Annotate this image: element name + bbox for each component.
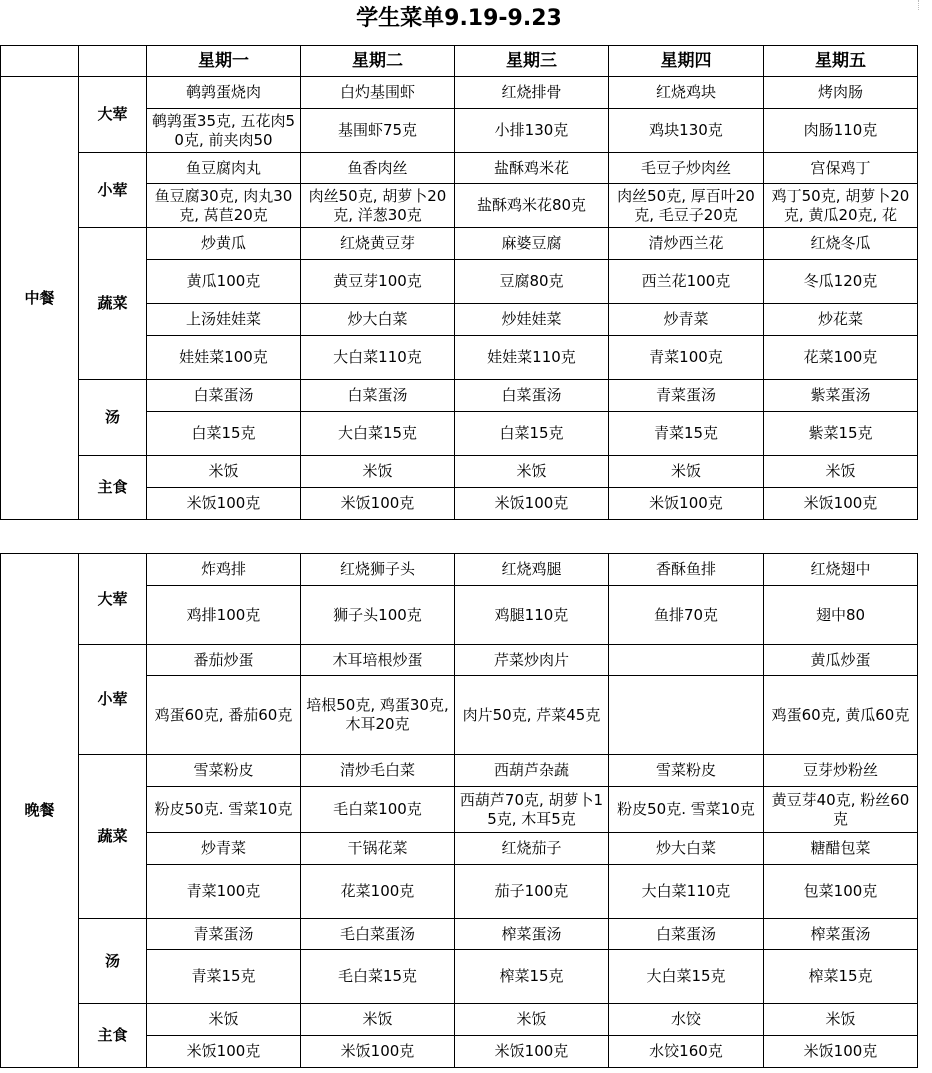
ingredient-cell: 盐酥鸡米花80克	[455, 184, 609, 228]
dish-name-cell: 芹菜炒肉片	[455, 645, 609, 676]
ingredient-cell: 鸡蛋60克, 黄瓜60克	[764, 676, 918, 755]
category-label: 蔬菜	[79, 228, 147, 380]
dish-name-row	[1, 554, 918, 586]
dish-name-cell: 宫保鸡丁	[764, 153, 918, 184]
dish-name-cell: 清炒西兰花	[609, 228, 764, 260]
ingredient-cell: 榨菜15克	[455, 950, 609, 1004]
ingredient-cell: 鸡排100克	[147, 586, 301, 645]
dish-name-cell: 米饭	[609, 456, 764, 488]
ingredient-cell: 翅中80	[764, 586, 918, 645]
ingredient-cell: 鸡丁50克, 胡萝卜20克, 黄瓜20克, 花	[764, 184, 918, 228]
ingredient-cell: 小排130克	[455, 109, 609, 153]
ingredient-cell: 米饭100克	[147, 1036, 301, 1068]
dish-name-row	[1, 645, 918, 676]
dish-name-cell: 红烧狮子头	[301, 554, 455, 586]
dish-name-cell: 水饺	[609, 1004, 764, 1036]
ingredient-cell: 水饺160克	[609, 1036, 764, 1068]
dish-name-cell: 鹌鹑蛋烧肉	[147, 77, 301, 109]
dish-name-row	[1, 919, 918, 950]
dinner-table	[0, 553, 918, 1068]
weekday-header: 星期四	[609, 46, 764, 77]
ingredient-cell: 米饭100克	[609, 488, 764, 520]
ingredient-cell: 粉皮50克. 雪菜10克	[147, 787, 301, 833]
ingredient-cell: 黄瓜100克	[147, 260, 301, 304]
dish-name-cell: 红烧茄子	[455, 833, 609, 865]
lunch-table	[0, 45, 918, 520]
ingredient-cell: 大白菜110克	[301, 336, 455, 380]
category-label: 主食	[79, 1004, 147, 1068]
ingredient-cell: 鱼豆腐30克, 肉丸30克, 莴苣20克	[147, 184, 301, 228]
dish-name-cell: 米饭	[764, 456, 918, 488]
category-label: 蔬菜	[79, 755, 147, 919]
ingredient-cell: 白菜15克	[147, 412, 301, 456]
ingredient-cell: 肉丝50克, 厚百叶20克, 毛豆子20克	[609, 184, 764, 228]
ingredient-cell: 娃娃菜100克	[147, 336, 301, 380]
ingredient-cell: 鸡腿110克	[455, 586, 609, 645]
dish-name-cell: 干锅花菜	[301, 833, 455, 865]
dish-name-cell: 榨菜蛋汤	[455, 919, 609, 950]
ingredient-cell: 包菜100克	[764, 865, 918, 919]
weekday-header: 星期五	[764, 46, 918, 77]
dish-name-cell: 清炒毛白菜	[301, 755, 455, 787]
dish-name-row	[1, 153, 918, 184]
dish-name-row	[1, 77, 918, 109]
category-label: 大荤	[79, 554, 147, 645]
dish-name-cell: 白菜蛋汤	[609, 919, 764, 950]
ingredient-cell: 黄豆芽100克	[301, 260, 455, 304]
header-blank-cell	[1, 46, 79, 77]
dish-name-cell: 青菜蛋汤	[147, 919, 301, 950]
dish-name-cell: 上汤娃娃菜	[147, 304, 301, 336]
dish-name-cell: 紫菜蛋汤	[764, 380, 918, 412]
dish-name-row	[1, 228, 918, 260]
ingredient-cell: 青菜100克	[147, 865, 301, 919]
dish-name-cell: 盐酥鸡米花	[455, 153, 609, 184]
ingredient-cell: 鹌鹑蛋35克, 五花肉50克, 前夹肉50	[147, 109, 301, 153]
dinner-label: 晚餐	[1, 554, 79, 1068]
ingredient-cell: 冬瓜120克	[764, 260, 918, 304]
dish-name-cell: 白菜蛋汤	[147, 380, 301, 412]
dish-name-cell: 麻婆豆腐	[455, 228, 609, 260]
weekday-header: 星期二	[301, 46, 455, 77]
ingredient-cell: 大白菜15克	[301, 412, 455, 456]
ingredient-cell: 毛白菜15克	[301, 950, 455, 1004]
dish-name-cell: 红烧排骨	[455, 77, 609, 109]
dish-name-cell: 白菜蛋汤	[301, 380, 455, 412]
dish-name-row	[1, 456, 918, 488]
lunch-label: 中餐	[1, 77, 79, 520]
weekday-header-row	[1, 46, 918, 77]
ingredient-cell: 榨菜15克	[764, 950, 918, 1004]
ingredient-cell: 花菜100克	[764, 336, 918, 380]
ingredient-cell: 西兰花100克	[609, 260, 764, 304]
dish-name-cell: 炒大白菜	[609, 833, 764, 865]
dish-name-cell: 米饭	[301, 456, 455, 488]
category-label: 汤	[79, 380, 147, 456]
weekday-header: 星期一	[147, 46, 301, 77]
ingredient-cell: 肉肠110克	[764, 109, 918, 153]
ingredient-cell: 西葫芦70克, 胡萝卜15克, 木耳5克	[455, 787, 609, 833]
dish-name-cell: 鱼香肉丝	[301, 153, 455, 184]
ingredient-cell: 米饭100克	[764, 488, 918, 520]
ingredient-cell: 肉片50克, 芹菜45克	[455, 676, 609, 755]
ingredient-cell: 青菜15克	[609, 412, 764, 456]
dish-name-cell: 炒黄瓜	[147, 228, 301, 260]
ingredient-cell: 鸡蛋60克, 番茄60克	[147, 676, 301, 755]
ingredient-cell: 米饭100克	[301, 488, 455, 520]
dish-name-cell: 木耳培根炒蛋	[301, 645, 455, 676]
dish-name-cell: 榨菜蛋汤	[764, 919, 918, 950]
dish-name-cell: 米饭	[147, 1004, 301, 1036]
dish-name-cell: 红烧鸡腿	[455, 554, 609, 586]
dish-name-cell: 米饭	[301, 1004, 455, 1036]
ingredient-cell: 米饭100克	[301, 1036, 455, 1068]
sheet-corner-divider	[918, 0, 931, 10]
dish-name-cell: 糖醋包菜	[764, 833, 918, 865]
dish-name-cell: 米饭	[147, 456, 301, 488]
category-label: 汤	[79, 919, 147, 1004]
dish-name-cell: 白菜蛋汤	[455, 380, 609, 412]
dish-name-cell: 米饭	[764, 1004, 918, 1036]
ingredient-cell: 肉丝50克, 胡萝卜20克, 洋葱30克	[301, 184, 455, 228]
dish-name-row	[1, 380, 918, 412]
ingredient-cell: 鱼排70克	[609, 586, 764, 645]
category-label: 主食	[79, 456, 147, 520]
ingredient-cell: 米饭100克	[147, 488, 301, 520]
dish-name-cell: 豆芽炒粉丝	[764, 755, 918, 787]
dish-name-cell: 青菜蛋汤	[609, 380, 764, 412]
dish-name-cell: 毛白菜蛋汤	[301, 919, 455, 950]
ingredient-cell: 米饭100克	[455, 1036, 609, 1068]
dish-name-cell: 炒青菜	[147, 833, 301, 865]
ingredient-cell: 豆腐80克	[455, 260, 609, 304]
dish-name-cell: 红烧黄豆芽	[301, 228, 455, 260]
ingredient-cell: 黄豆芽40克, 粉丝60克	[764, 787, 918, 833]
dish-name-cell	[609, 645, 764, 676]
category-label: 小荤	[79, 645, 147, 755]
ingredient-cell: 毛白菜100克	[301, 787, 455, 833]
ingredient-cell: 培根50克, 鸡蛋30克, 木耳20克	[301, 676, 455, 755]
dish-name-cell: 西葫芦杂蔬	[455, 755, 609, 787]
dish-name-cell: 毛豆子炒肉丝	[609, 153, 764, 184]
dish-name-cell: 雪菜粉皮	[609, 755, 764, 787]
dish-name-cell: 米饭	[455, 1004, 609, 1036]
ingredient-cell: 青菜15克	[147, 950, 301, 1004]
dish-name-cell: 鱼豆腐肉丸	[147, 153, 301, 184]
dish-name-cell: 米饭	[455, 456, 609, 488]
dish-name-cell: 雪菜粉皮	[147, 755, 301, 787]
dish-name-cell: 红烧冬瓜	[764, 228, 918, 260]
ingredient-cell: 米饭100克	[455, 488, 609, 520]
dish-name-cell: 炒花菜	[764, 304, 918, 336]
dish-name-cell: 香酥鱼排	[609, 554, 764, 586]
header-blank-cell	[79, 46, 147, 77]
ingredient-cell: 花菜100克	[301, 865, 455, 919]
ingredient-cell: 茄子100克	[455, 865, 609, 919]
dish-name-cell: 白灼基围虾	[301, 77, 455, 109]
dish-name-cell: 番茄炒蛋	[147, 645, 301, 676]
dish-name-cell: 炸鸡排	[147, 554, 301, 586]
category-label: 大荤	[79, 77, 147, 153]
ingredient-cell: 大白菜110克	[609, 865, 764, 919]
dish-name-cell: 炒青菜	[609, 304, 764, 336]
ingredient-cell: 白菜15克	[455, 412, 609, 456]
ingredient-cell: 紫菜15克	[764, 412, 918, 456]
ingredient-cell: 粉皮50克. 雪菜10克	[609, 787, 764, 833]
weekday-header: 星期三	[455, 46, 609, 77]
ingredient-cell: 狮子头100克	[301, 586, 455, 645]
dish-name-cell: 红烧翅中	[764, 554, 918, 586]
ingredient-cell: 大白菜15克	[609, 950, 764, 1004]
ingredient-cell: 米饭100克	[764, 1036, 918, 1068]
dish-name-row	[1, 1004, 918, 1036]
ingredient-cell: 基围虾75克	[301, 109, 455, 153]
ingredient-cell	[609, 676, 764, 755]
page-title: 学生菜单9.19-9.23	[356, 6, 562, 31]
dish-name-cell: 炒大白菜	[301, 304, 455, 336]
ingredient-cell: 鸡块130克	[609, 109, 764, 153]
category-label: 小荤	[79, 153, 147, 228]
dish-name-cell: 黄瓜炒蛋	[764, 645, 918, 676]
dish-name-cell: 炒娃娃菜	[455, 304, 609, 336]
dish-name-cell: 红烧鸡块	[609, 77, 764, 109]
dish-name-cell: 烤肉肠	[764, 77, 918, 109]
ingredient-cell: 娃娃菜110克	[455, 336, 609, 380]
ingredient-cell: 青菜100克	[609, 336, 764, 380]
dish-name-row	[1, 755, 918, 787]
